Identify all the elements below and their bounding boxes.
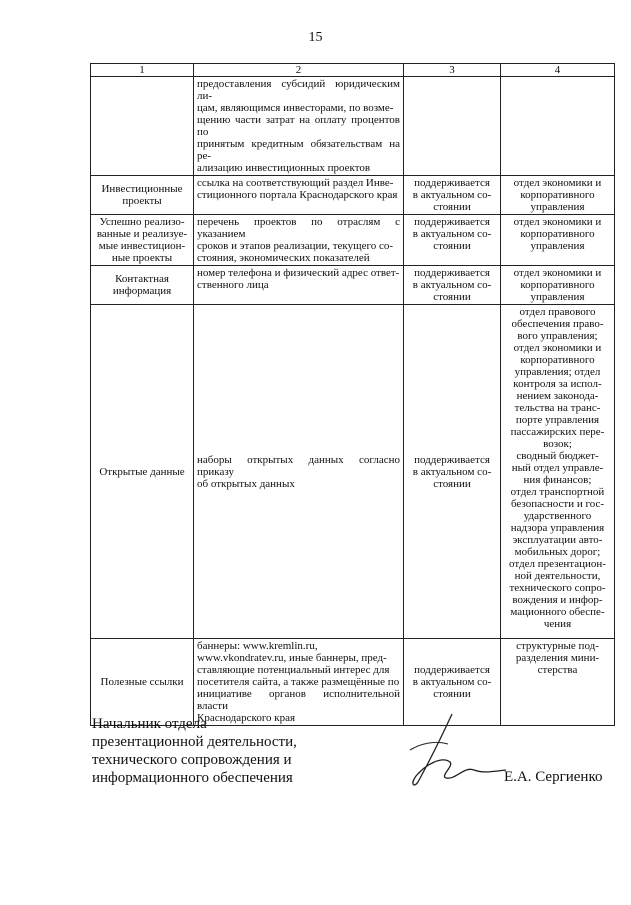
text-line: принятым кредитным обязательствам на ре- xyxy=(197,138,400,162)
handwritten-signature xyxy=(390,710,510,790)
text-line: Открытые данные xyxy=(99,465,185,478)
text-line: ственного лица xyxy=(197,279,269,291)
text-line: отдел экономики и xyxy=(513,216,602,228)
text-line: отдел экономики и xyxy=(513,267,602,279)
text-line: поддерживается xyxy=(414,664,490,676)
text-line: ния финансов; xyxy=(523,474,592,486)
table-row-continuation xyxy=(91,77,615,176)
column-header: 3 xyxy=(404,64,501,77)
table-header-row xyxy=(91,64,615,77)
cell-description xyxy=(194,176,404,215)
text-line: номер телефона и физический адрес ответ- xyxy=(197,267,400,279)
text-line: Краснодарского края xyxy=(197,712,296,724)
cell-section xyxy=(91,305,194,639)
cell-status xyxy=(404,176,501,215)
text-line: мационного обеспе- xyxy=(510,606,605,618)
text-line: стоянии xyxy=(433,201,471,213)
text-line: ссылка на соответствующий раздел Инве- xyxy=(197,177,394,189)
text-line: чения xyxy=(543,618,572,630)
text-line: ванные и реализуе- xyxy=(96,228,188,240)
text-line: управления xyxy=(530,201,585,213)
text-line: управления; отдел xyxy=(514,366,601,378)
text-line: отдел экономики и xyxy=(513,342,602,354)
text-line: вождения и инфор- xyxy=(512,594,603,606)
text-line: стоянии xyxy=(433,477,471,490)
text-line: вого управления; xyxy=(517,330,598,342)
text-line: контроля за испол- xyxy=(513,378,602,390)
text-line: в актуальном со- xyxy=(412,228,492,240)
text-line: стоянии xyxy=(433,240,471,252)
column-header: 1 xyxy=(91,64,194,77)
text-line: отдел правового xyxy=(519,306,596,318)
cell-section xyxy=(91,215,194,266)
text-line: баннеры: www.kremlin.ru, xyxy=(197,640,318,652)
cell-description xyxy=(194,215,404,266)
text-line: перечень проектов по отраслям с указанием xyxy=(197,216,400,240)
column-header: 2 xyxy=(194,64,404,77)
signature-title-block xyxy=(92,715,297,787)
cell-status xyxy=(404,305,501,639)
text-line: Контактная xyxy=(115,273,169,285)
signature-title-line: технического сопровождения и xyxy=(92,752,292,768)
cell-section xyxy=(91,266,194,305)
text-line: Успешно реализо- xyxy=(99,216,185,228)
text-line: ализацию инвестиционных проектов xyxy=(197,162,371,174)
cell-empty xyxy=(404,77,501,176)
text-line: разделения мини- xyxy=(515,652,600,664)
cell-responsible xyxy=(501,266,615,305)
text-line: в актуальном со- xyxy=(412,279,492,291)
text-line: ные проекты xyxy=(111,252,173,264)
services-table xyxy=(90,63,615,726)
text-line: поддерживается xyxy=(414,177,490,189)
text-line: корпоративного xyxy=(520,279,595,291)
signature-title-line: презентационной деятельности, xyxy=(92,734,297,750)
text-line: ударственного xyxy=(523,510,592,522)
table-row xyxy=(91,305,615,639)
cell-responsible xyxy=(501,176,615,215)
text-line: стиционного портала Краснодарского края xyxy=(197,189,398,201)
text-line: управления xyxy=(530,240,585,252)
table-row xyxy=(91,215,615,266)
text-line: посетителя сайта, а также размещённые по xyxy=(197,676,400,688)
cell-responsible xyxy=(501,639,615,726)
column-header: 4 xyxy=(501,64,615,77)
text-line: технического сопро- xyxy=(509,582,606,594)
text-line: мобильных дорог; xyxy=(514,546,601,558)
text-line: отдел транспортной xyxy=(510,486,605,498)
page-number: 15 xyxy=(308,30,323,45)
text-line: поддерживается xyxy=(414,267,490,279)
text-line: тельства на транс- xyxy=(514,402,601,414)
cell-description xyxy=(194,77,404,176)
text-line: эксплуатации авто- xyxy=(512,534,603,546)
text-line: поддерживается xyxy=(414,453,490,466)
cell-section xyxy=(91,639,194,726)
text-line: поддерживается xyxy=(414,216,490,228)
table-row xyxy=(91,176,615,215)
cell-description xyxy=(194,266,404,305)
text-line: стоянии xyxy=(433,291,471,303)
text-line: стоянии xyxy=(433,688,471,700)
table-row xyxy=(91,639,615,726)
text-line: корпоративного xyxy=(520,189,595,201)
cell-section xyxy=(91,176,194,215)
text-line: инициативе органов исполнительной власти xyxy=(197,688,400,712)
text-line: в актуальном со- xyxy=(412,676,492,688)
text-line: обеспечения право- xyxy=(511,318,604,330)
text-line: стояния, экономических показателей xyxy=(197,252,370,264)
table-row xyxy=(91,266,615,305)
text-line: стерства xyxy=(537,664,578,676)
text-line: предоставления субсидий юридическим ли- xyxy=(197,78,400,102)
text-line: проекты xyxy=(122,195,162,207)
text-line: отдел презентацион- xyxy=(509,558,606,570)
text-line: нением законода- xyxy=(516,390,599,402)
text-line: пассажирских пере- xyxy=(510,426,605,438)
text-line: возок; xyxy=(543,438,572,450)
text-line: информация xyxy=(112,285,172,297)
text-line: Полезные ссылки xyxy=(100,676,184,688)
signatory-name: Е.А. Сергиенко xyxy=(504,769,603,785)
text-line: сводный бюджет- xyxy=(516,450,599,462)
cell-status xyxy=(404,266,501,305)
cell-empty xyxy=(501,77,615,176)
text-line: наборы открытых данных согласно приказу xyxy=(197,453,400,478)
cell-description xyxy=(194,305,404,639)
text-line: в актуальном со- xyxy=(412,465,492,478)
text-line: сроков и этапов реализации, текущего со- xyxy=(197,240,394,252)
cell-status xyxy=(404,215,501,266)
text-line: ной деятельности, xyxy=(514,570,601,582)
text-line: отдел экономики и xyxy=(513,177,602,189)
cell-empty xyxy=(91,77,194,176)
text-line: безопасности и гос- xyxy=(510,498,605,510)
text-line: порте управления xyxy=(515,414,600,426)
text-line: надзора управления xyxy=(510,522,605,534)
text-line: www.vkondratev.ru, иные баннеры, пред- xyxy=(197,652,387,664)
cell-responsible xyxy=(501,215,615,266)
cell-responsible xyxy=(501,305,615,639)
text-line: щению части затрат на оплату процентов по xyxy=(197,114,400,138)
text-line: корпоративного xyxy=(520,354,595,366)
text-line: структурные под- xyxy=(516,640,599,652)
text-line: в актуальном со- xyxy=(412,189,492,201)
text-line: об открытых данных xyxy=(197,477,295,490)
text-line: Инвестиционные xyxy=(101,183,183,195)
signature-title-line: Начальник отдела xyxy=(92,716,207,732)
text-line: мые инвестицион- xyxy=(98,240,186,252)
text-line: корпоративного xyxy=(520,228,595,240)
signature-title-line: информационного обеспечения xyxy=(92,770,293,786)
text-line: цам, являющимся инвесторами, по возме- xyxy=(197,102,394,114)
text-line: ный отдел управле- xyxy=(511,462,604,474)
cell-description xyxy=(194,639,404,726)
text-line: управления xyxy=(530,291,585,303)
text-line: ставляющие потенциальный интерес для xyxy=(197,664,390,676)
